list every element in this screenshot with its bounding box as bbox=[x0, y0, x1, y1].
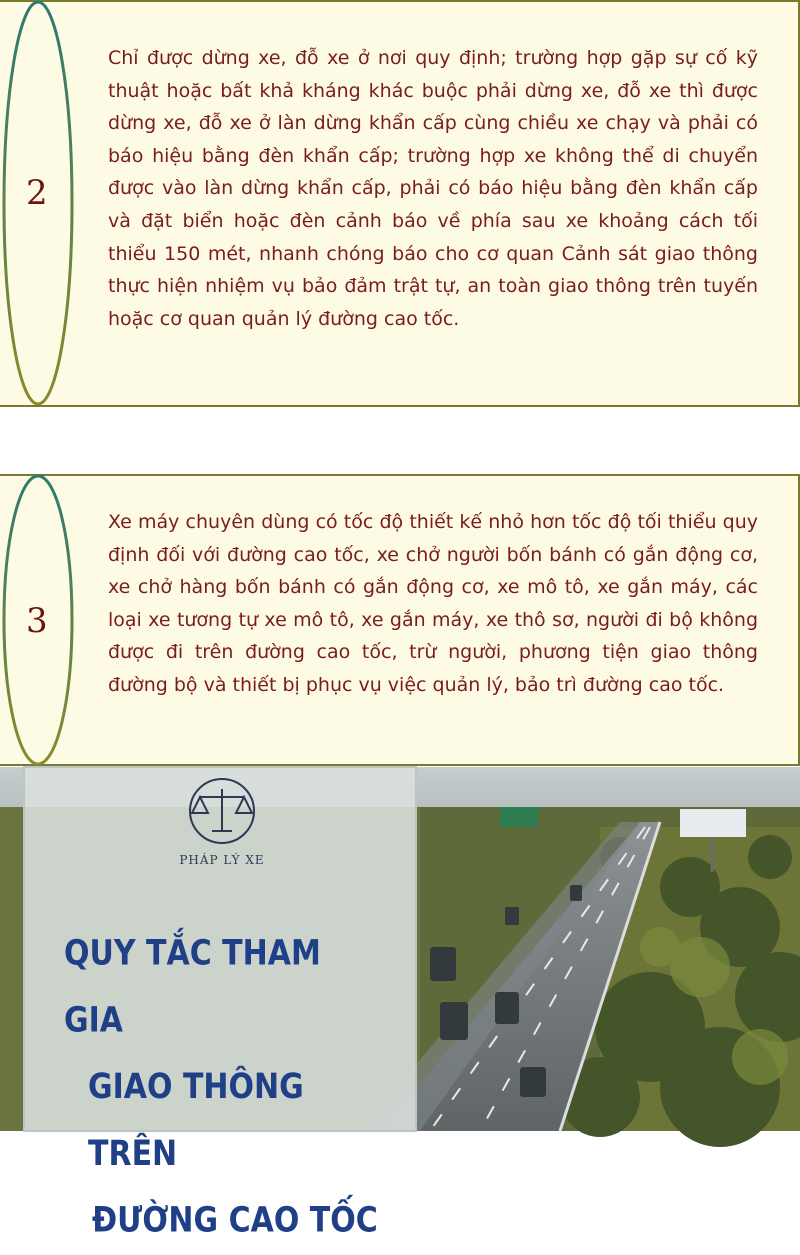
title-line: ĐƯỜNG CAO TỐC bbox=[92, 1200, 378, 1241]
banner-title bbox=[64, 921, 384, 1255]
rule-card-3 bbox=[0, 474, 800, 766]
rule-text: Chỉ được dừng xe, đỗ xe ở nơi quy định; trường hợp gặp sự cố kỹ thuật hoặc bất khả kháng khác buộc phải dừng xe, đỗ xe thì được dừng xe, đỗ xe ở làn dừng khẩn cấp cùng chiều xe chạy và phải có báo hiệu bằng đèn khẩn cấp; trường hợp xe không thể di chuyển được vào làn dừng khẩn cấp, phải có báo hiệu bằng đèn khẩn cấp và đặt biển hoặc đèn cảnh báo về phía sau xe khoảng cách tối thiểu 150 mét, nhanh chóng báo cho cơ quan Cảnh sát giao thông thực hiện nhiệm vụ bảo đảm trật tự, an toàn giao thông trên tuyến hoặc cơ quan quản lý đường cao tốc. bbox=[108, 47, 758, 330]
logo-text: PHÁP LÝ XE bbox=[179, 853, 265, 867]
rule-card-2 bbox=[0, 0, 800, 407]
title-line: GIAO THÔNG TRÊN bbox=[88, 1067, 304, 1174]
rule-number: 2 bbox=[26, 173, 48, 213]
highway-photo-banner bbox=[0, 767, 800, 1241]
rule-text: Xe máy chuyên dùng có tốc độ thiết kế nhỏ hơn tốc độ tối thiểu quy định đối với đường cao tốc, xe chở người bốn bánh có gắn động cơ, xe chở hàng bốn bánh có gắn động cơ, xe mô tô, xe gắn máy, các loại xe tương tự xe mô tô, xe gắn máy, xe thô sơ, người đi bộ không được đi trên đường cao tốc, trừ người, phương tiện giao thông đường bộ và thiết bị phục vụ việc quản lý, bảo trì đường cao tốc. bbox=[108, 511, 758, 696]
title-line: QUY TẮC THAM GIA bbox=[64, 933, 321, 1041]
rule-number: 3 bbox=[26, 601, 48, 641]
